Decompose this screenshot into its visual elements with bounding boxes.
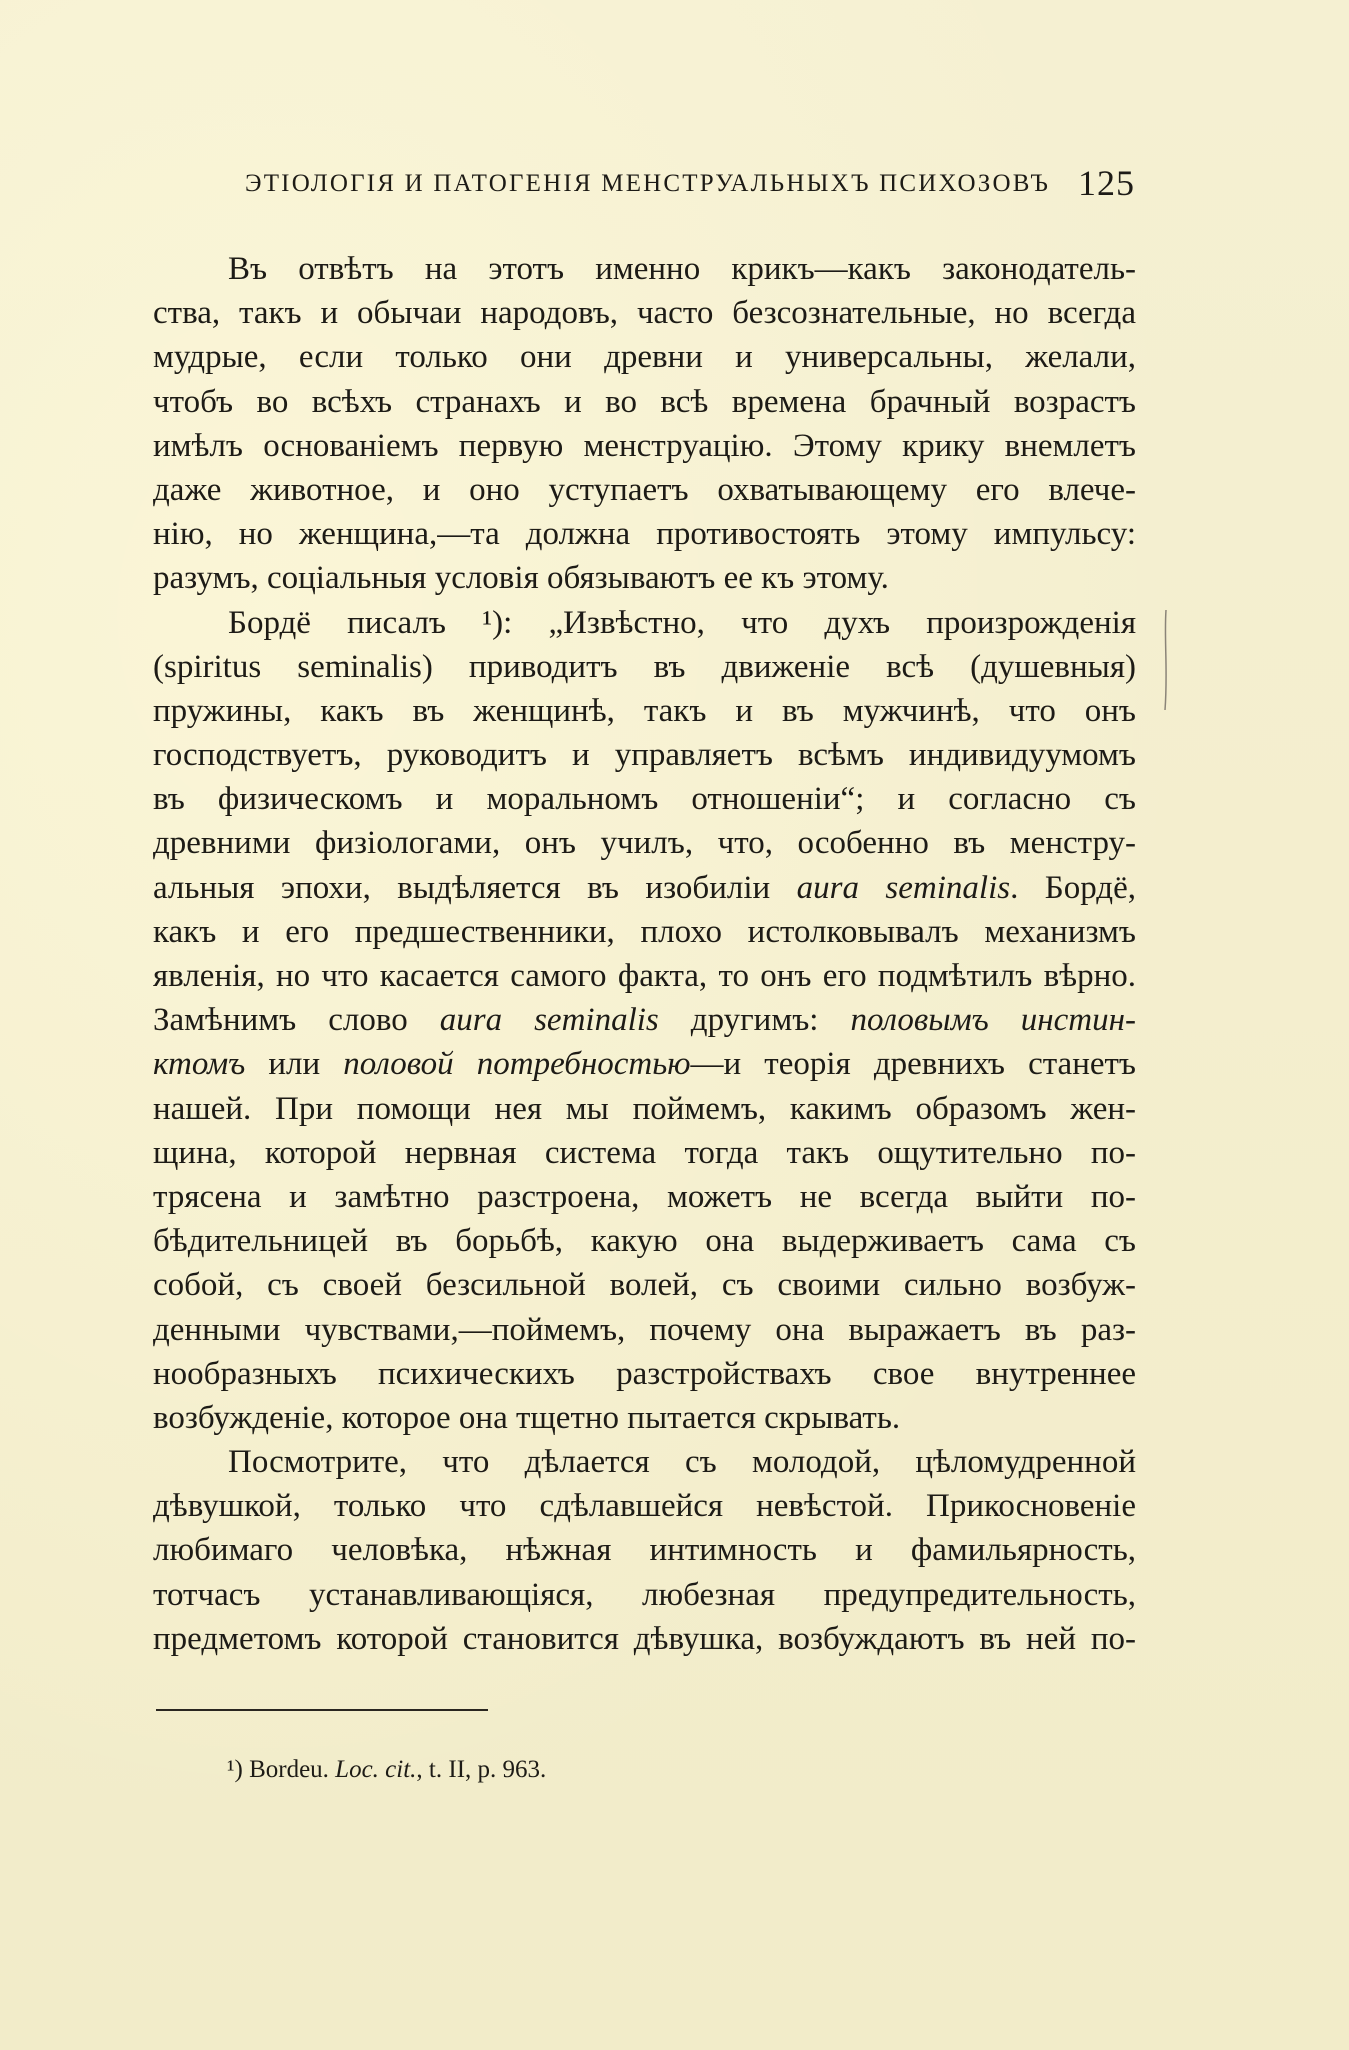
- text-line: ктомъ или половой потребностью—и теорія древнихъ станетъ: [153, 1046, 1136, 1083]
- text-line: (spiritus seminalis) приводитъ въ движеніе всѣ (душевныя): [153, 648, 1136, 685]
- text-line: возбужденіе, которое она тщетно пытается скрывать.: [153, 1399, 901, 1436]
- text-line: ства, такъ и обычаи народовъ, часто безсознательные, но всегда: [153, 295, 1136, 332]
- text-line: трясена и замѣтно разстроена, можетъ не всегда выйти по-: [153, 1178, 1136, 1215]
- text-line: разумъ, соціальныя условія обязываютъ ее къ этому.: [153, 560, 889, 597]
- text-line: бѣдительницей въ борьбѣ, какую она выдерживаетъ сама съ: [153, 1223, 1136, 1260]
- text-line: Посмотрите, что дѣлается съ молодой, цѣломудренной: [228, 1444, 1136, 1481]
- text-line: чтобъ во всѣхъ странахъ и во всѣ времена брачный возрастъ: [153, 383, 1136, 420]
- text-line: Въ отвѣтъ на этотъ именно крикъ—какъ законодатель-: [228, 251, 1136, 287]
- text-line: денными чувствами,—поймемъ, почему она выражаетъ въ раз-: [153, 1311, 1136, 1348]
- text-line: щина, которой нервная система тогда такъ ощутительно по-: [153, 1134, 1136, 1171]
- footnote-divider: [156, 1709, 488, 1711]
- page-number: 125: [1078, 163, 1135, 203]
- text-line: альныя эпохи, выдѣляется въ изобиліи aura seminalis. Бордё,: [153, 869, 1136, 906]
- text-line: тотчасъ устанавливающіяся, любезная предупредительность,: [153, 1576, 1136, 1613]
- text-line: какъ и его предшественники, плохо истолковывалъ механизмъ: [153, 913, 1136, 950]
- text-line: Бордё писалъ ¹): „Извѣстно, что духъ произрожденія: [228, 604, 1136, 641]
- text-line: господствуетъ, руководитъ и управляетъ всѣмъ индивидуумомъ: [153, 737, 1136, 774]
- text-line: пружины, какъ въ женщинѣ, такъ и въ мужчинѣ, что онъ: [153, 692, 1136, 729]
- text-line: любимаго человѣка, нѣжная интимность и фамильярность,: [153, 1532, 1136, 1569]
- footnote: ¹) Bordeu. Loc. cit., t. II, p. 963.: [227, 1756, 547, 1783]
- running-head: [245, 163, 1135, 206]
- text-line: имѣлъ основаніемъ первую менструацію. Этому крику внемлетъ: [153, 427, 1136, 464]
- text-line: явленія, но что касается самого факта, то онъ его подмѣтилъ вѣрно.: [153, 958, 1136, 994]
- running-head-title: ЭТІОЛОГІЯ И ПАТОГЕНІЯ МЕНСТРУАЛЬНЫХЪ ПСИХОЗОВЪ: [245, 170, 1051, 197]
- text-line: предметомъ которой становится дѣвушка, возбуждаютъ въ ней по-: [153, 1620, 1136, 1657]
- text-line: нашей. При помощи нея мы поймемъ, какимъ образомъ жен-: [153, 1090, 1136, 1127]
- text-line: Замѣнимъ слово aura seminalis другимъ: половымъ инстин-: [153, 1002, 1137, 1039]
- text-line: мудрые, если только они древни и универсальны, желали,: [153, 339, 1136, 376]
- text-line: нообразныхъ психическихъ разстройствахъ свое внутреннее: [153, 1355, 1136, 1392]
- text-line: собой, съ своей безсильной волей, съ своими сильно возбуж-: [153, 1267, 1136, 1304]
- margin-pencil-mark: [1163, 610, 1169, 710]
- body-text: [153, 247, 1136, 1661]
- text-line: въ физическомъ и моральномъ отношеніи“; и согласно съ: [153, 781, 1136, 818]
- text-line: дѣвушкой, только что сдѣлавшейся невѣстой. Прикосновеніе: [153, 1488, 1136, 1525]
- text-line: нію, но женщина,—та должна противостоять этому импульсу:: [153, 516, 1136, 553]
- text-line: древними физіологами, онъ училъ, что, особенно въ менстру-: [153, 825, 1136, 862]
- text-line: даже животное, и оно уступаетъ охватывающему его влече-: [153, 471, 1136, 508]
